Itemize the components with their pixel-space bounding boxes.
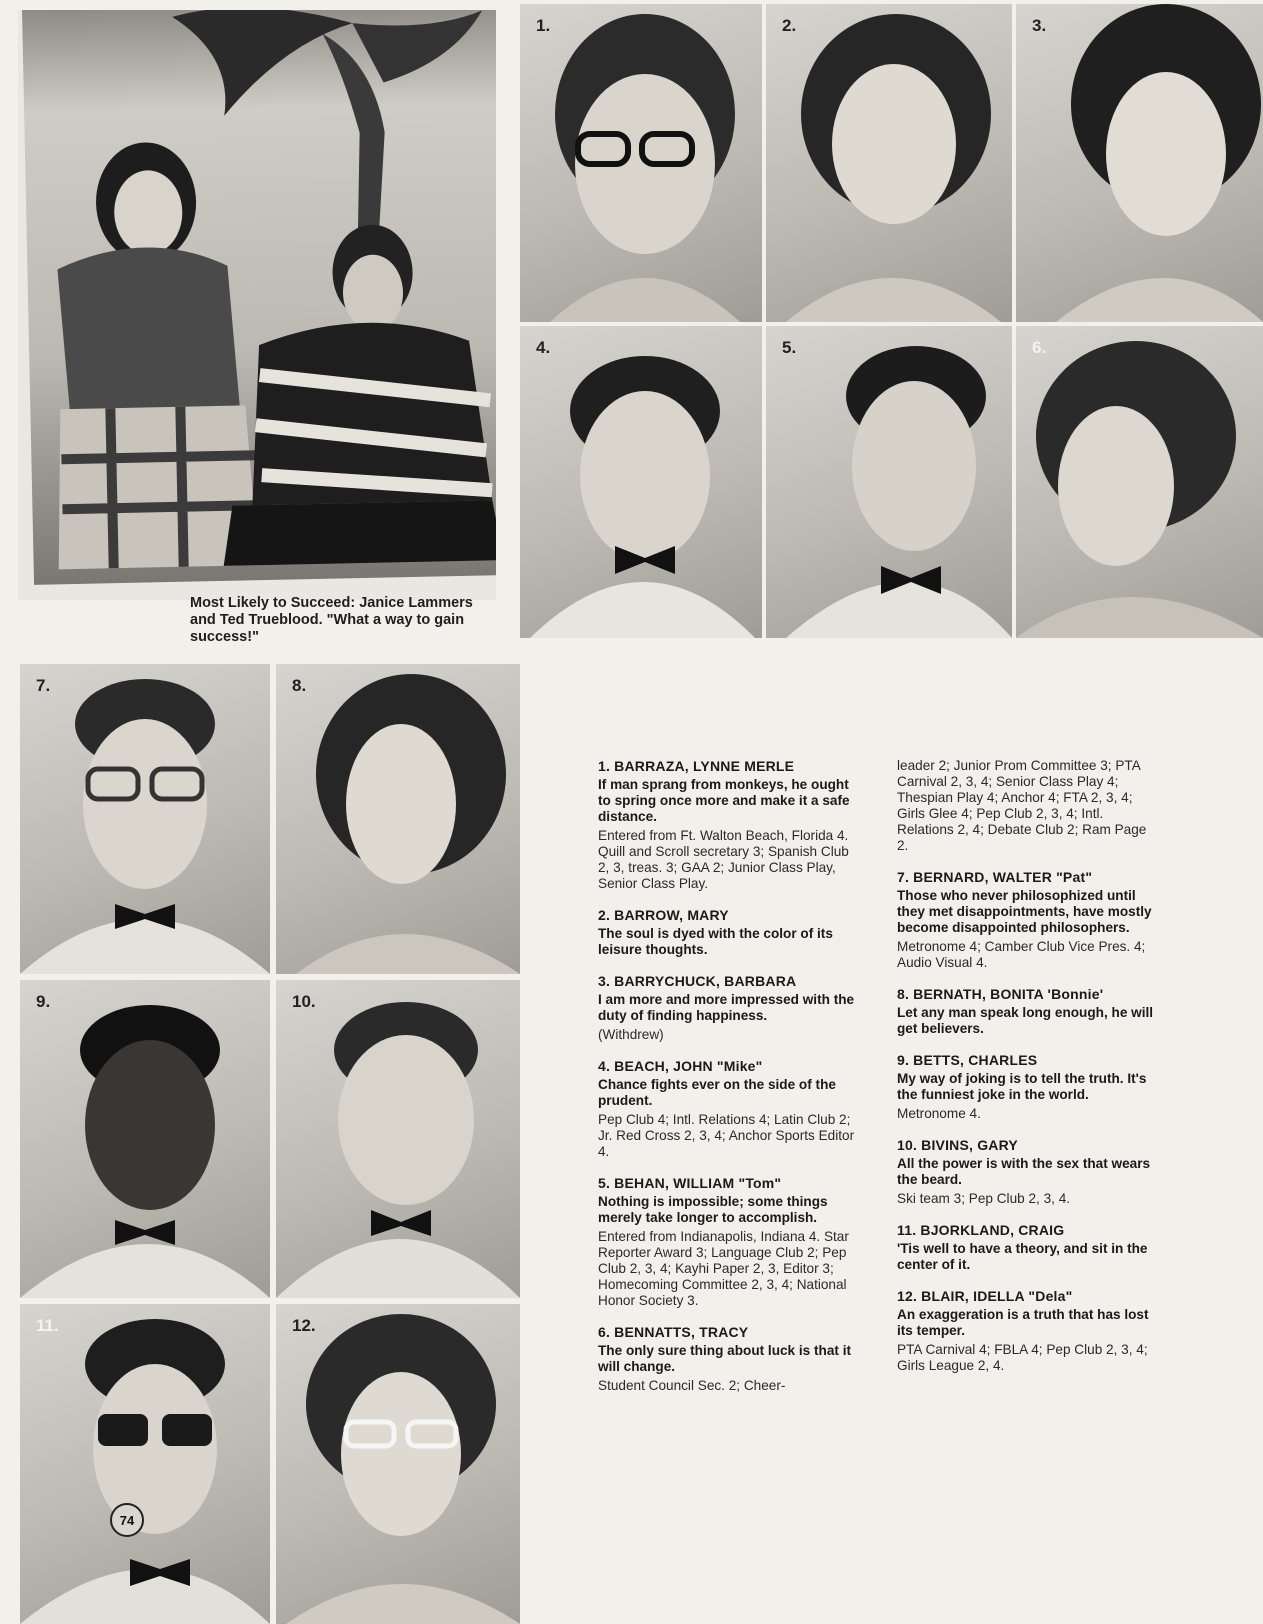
senior-entry: [598, 758, 860, 892]
candid-caption: Most Likely to Succeed: Janice Lammers and Ted Trueblood. "What a way to gain success!": [190, 595, 473, 645]
portrait-9: [20, 980, 270, 1298]
entry-activities: Student Council Sec. 2; Cheer-: [598, 1378, 786, 1393]
portrait-4-illustration: [520, 326, 762, 638]
entry-name: 6. BENNATTS, TRACY: [598, 1324, 749, 1340]
entry-quote: My way of joking is to tell the truth. It's the funniest joke in the world.: [897, 1071, 1147, 1102]
portrait-10-illustration: [276, 980, 520, 1298]
portrait-6: [1016, 326, 1263, 638]
portrait-2-illustration: [766, 4, 1012, 322]
entries-column-left: [598, 758, 860, 1409]
photo-number: 2.: [782, 16, 797, 35]
photo-number: 11.: [36, 1316, 59, 1335]
portrait-1: [520, 4, 762, 322]
entry-quote: 'Tis well to have a theory, and sit in the center of it.: [897, 1241, 1148, 1272]
photo-number: 12.: [292, 1316, 316, 1335]
entry-activities: Ski team 3; Pep Club 2, 3, 4.: [897, 1191, 1071, 1206]
entry-activities: Metronome 4.: [897, 1106, 981, 1121]
entry-activities: Pep Club 4; Intl. Relations 4; Latin Club 2; Jr. Red Cross 2, 3, 4; Anchor Sports Editor 4.: [598, 1112, 855, 1159]
entry-name: 2. BARROW, MARY: [598, 907, 729, 923]
senior-entry: [897, 869, 1159, 971]
entry-activities: Entered from Indianapolis, Indiana 4. Star Reporter Award 3; Language Club 2; Pep Club 2, 3, 4; Kayhi Paper 2, 3, Editor 3; Homecoming Committee 2, 3, 4; National Honor Society 3.: [598, 1229, 849, 1308]
portrait-3: [1016, 4, 1263, 322]
entries-column-right: [897, 758, 1159, 1389]
senior-entry: [598, 1175, 860, 1309]
senior-entry-continued: [897, 758, 1159, 854]
portrait-11-illustration: [20, 1304, 270, 1624]
entry-quote: If man sprang from monkeys, he ought to spring once more and make it a safe distance.: [598, 777, 850, 824]
portrait-5: [766, 326, 1012, 638]
entry-name: 9. BETTS, CHARLES: [897, 1052, 1038, 1068]
entry-name: 12. BLAIR, IDELLA "Dela": [897, 1288, 1073, 1304]
portrait-5-illustration: [766, 326, 1012, 638]
candid-photo: [18, 10, 496, 600]
entry-quote: All the power is with the sex that wears the beard.: [897, 1156, 1151, 1187]
portrait-6-illustration: [1016, 326, 1263, 638]
senior-entry: [897, 1288, 1159, 1374]
portrait-8-illustration: [276, 664, 520, 974]
entry-quote: The only sure thing about luck is that it will change.: [598, 1343, 852, 1374]
photo-number: 3.: [1032, 16, 1047, 35]
senior-entry: [897, 1222, 1159, 1273]
entry-quote: Let any man speak long enough, he will get believers.: [897, 1005, 1154, 1036]
portrait-1-illustration: [520, 4, 762, 322]
entry-name: 11. BJORKLAND, CRAIG: [897, 1222, 1065, 1238]
portrait-7: [20, 664, 270, 974]
photo-number: 9.: [36, 992, 51, 1011]
page-number: 74: [110, 1503, 144, 1537]
entry-activities: (Withdrew): [598, 1027, 664, 1042]
senior-entry: [598, 973, 860, 1043]
entry-name: 7. BERNARD, WALTER "Pat": [897, 869, 1093, 885]
senior-entry: [897, 986, 1159, 1037]
portrait-12: [276, 1304, 520, 1624]
photo-number: 1.: [536, 16, 551, 35]
portrait-12-illustration: [276, 1304, 520, 1624]
entry-name: 1. BARRAZA, LYNNE MERLE: [598, 758, 795, 774]
senior-entry: [598, 907, 860, 958]
senior-entry: [598, 1324, 860, 1394]
candid-image: [22, 10, 496, 585]
entry-name: 3. BARRYCHUCK, BARBARA: [598, 973, 797, 989]
portrait-10: [276, 980, 520, 1298]
photo-number: 7.: [36, 676, 51, 695]
portrait-7-illustration: [20, 664, 270, 974]
portrait-11: [20, 1304, 270, 1624]
senior-entry: [897, 1052, 1159, 1122]
entry-activities: leader 2; Junior Prom Committee 3; PTA Carnival 2, 3, 4; Senior Class Play 4; Thespian Play 4; Anchor 4; FTA 2, 3, 4; Girls Glee 4; Pep Club 2, 3, 4; Intl. Relations 2, 4; Debate Club 2; Ram Page 2.: [897, 758, 1147, 853]
entry-quote: An exaggeration is a truth that has lost its temper.: [897, 1307, 1149, 1338]
entry-quote: Chance fights ever on the side of the prudent.: [598, 1077, 836, 1108]
entry-activities: Entered from Ft. Walton Beach, Florida 4. Quill and Scroll secretary 3; Spanish Club 2, 3, treas. 3; GAA 2; Junior Class Play, Senior Class Play.: [598, 828, 849, 891]
entry-name: 5. BEHAN, WILLIAM "Tom": [598, 1175, 782, 1191]
entry-activities: PTA Carnival 4; FBLA 4; Pep Club 2, 3, 4; Girls League 2, 4.: [897, 1342, 1148, 1373]
candid-illustration: [22, 10, 496, 585]
senior-entry: [897, 1137, 1159, 1207]
photo-number: 5.: [782, 338, 797, 357]
portrait-9-illustration: [20, 980, 270, 1298]
entry-quote: Nothing is impossible; some things merely take longer to accomplish.: [598, 1194, 828, 1225]
photo-number: 4.: [536, 338, 551, 357]
portrait-8: [276, 664, 520, 974]
entry-activities: Metronome 4; Camber Club Vice Pres. 4; Audio Visual 4.: [897, 939, 1146, 970]
senior-entry: [598, 1058, 860, 1160]
photo-number: 10.: [292, 992, 316, 1011]
entry-quote: I am more and more impressed with the duty of finding happiness.: [598, 992, 855, 1023]
entry-name: 4. BEACH, JOHN "Mike": [598, 1058, 763, 1074]
photo-number: 8.: [292, 676, 307, 695]
photo-number: 6.: [1032, 338, 1047, 357]
entry-quote: The soul is dyed with the color of its leisure thoughts.: [598, 926, 833, 957]
portrait-2: [766, 4, 1012, 322]
entry-quote: Those who never philosophized until they met disappointments, have mostly become disappointed philosophers.: [897, 888, 1152, 935]
entry-name: 10. BIVINS, GARY: [897, 1137, 1018, 1153]
entry-name: 8. BERNATH, BONITA 'Bonnie': [897, 986, 1104, 1002]
portrait-3-illustration: [1016, 4, 1263, 322]
portrait-4: [520, 326, 762, 638]
